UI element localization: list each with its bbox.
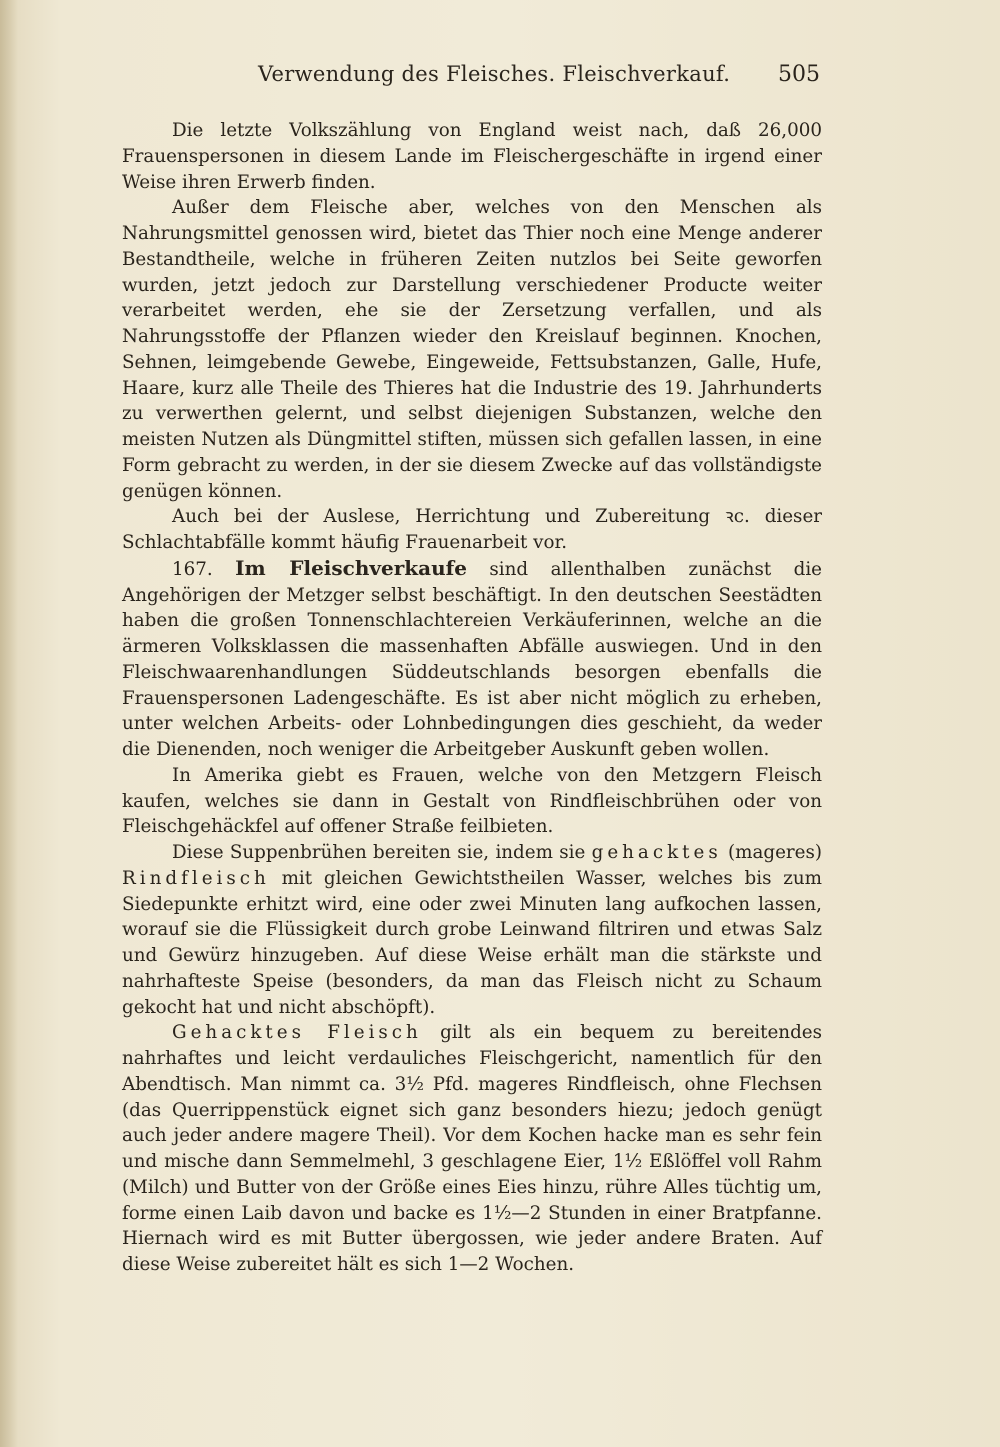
spaced-word-gehacktes: gehacktes bbox=[591, 842, 722, 863]
soup-text-a: Diese Suppenbrühen bereiten sie, indem sie bbox=[172, 842, 586, 863]
section-text: sind allenthalben zunächst die Angehörigen der Metzger selbst beschäftigt. In den deutschen Seestädten haben die großen Tonnenschlachtereien Verkäuferinnen, welche an die ärmeren Volksklassen die massenhaften Abfälle auswiegen. Und in den Fleischwaarenhandlungen Süddeutschlands besorgen ebenfalls die Frauenspersonen Ladengeschäfte. Es ist aber nicht möglich zu erheben, unter welchen Arbeits- oder Lohnbedingungen dies geschieht, da weder die Dienenden, noch weniger die Arbeitgeber Auskunft geben wollen. bbox=[122, 558, 823, 760]
paragraph-census: Die letzte Volkszählung von England weist nach, daß 26,000 Frauenspersonen in diesem Lande im Fleischergeschäfte in irgend einer Weise ihren Erwerb finden. bbox=[122, 120, 822, 193]
running-header bbox=[120, 62, 820, 98]
paragraph-soup bbox=[122, 840, 822, 1020]
soup-text-c: mit gleichen Gewichtstheilen Wasser, welches bis zum Siedepunkte erhitzt wird, eine oder zwei Minuten lang aufkochen lassen, worauf sie die Flüssigkeit durch grobe Leinwand filtriren und etwas Salz und Gewürz hinzugeben. Auf diese Weise erhält man die stärkste und nahrhafteste Speise (besonders, da man das Fleisch nicht zu Schaum gekocht hat und nicht abschöpft). bbox=[122, 867, 822, 1018]
section-heading: Im Fleischverkaufe bbox=[235, 555, 467, 580]
paragraph-byproducts: Außer dem Fleische aber, welches von den Menschen als Nahrungsmittel genossen wird, bietet das Thier noch eine Menge anderer Bestandtheile, welche in früheren Zeiten nutzlos bei Seite geworfen wurden, jetzt jedoch zur Darstellung verschiedener Producte weiter verarbeitet werden, ehe sie der Zersetzung verfallen, und als Nahrungsstoffe der Pflanzen wieder den Kreislauf beginnen. Knochen, Sehnen, leimgebende Gewebe, Eingeweide, Fettsubstanzen, Galle, Hufe, Haare, kurz alle Theile des Thieres hat die Industrie des 19. Jahrhunderts zu verwerthen gelernt, und selbst diejenigen Substanzen, welche den meisten Nutzen als Düngmittel stiften, müssen sich gefallen lassen, in eine Form gebracht zu werden, in der sie diesem Zwecke auf das vollständigste genügen können. bbox=[122, 197, 822, 502]
binding-shadow bbox=[0, 0, 18, 1447]
soup-text-b: (mageres) bbox=[728, 842, 823, 863]
section-number: 167. bbox=[172, 558, 213, 580]
paragraph-recipe bbox=[122, 1020, 822, 1278]
recipe-text: gilt als ein bequem zu bereitendes nahrhaftes und leicht verdauliches Fleischgericht, namentlich für den Abendtisch. Man nimmt ca. 3½ Pfd. mageres Rindfleisch, ohne Flechsen (das Querrippenstück eignet sich ganz besonders hiezu; jedoch genügt auch jeder andere magere Theil). Vor dem Kochen hacke man es sehr fein und mische dann Semmelmehl, 3 geschlagene Eier, 1½ Eßlöffel voll Rahm (Milch) und Butter von der Größe eines Eies hinzu, rühre Alles tüchtig um, forme einen Laib davon und backe es 1½—2 Stunden in einer Bratpfanne. Hiernach wird es mit Butter übergossen, wie jeder andere Braten. Auf diese Weise zubereitet hält es sich 1—2 Wochen. bbox=[122, 1022, 822, 1275]
paragraph-america: In Amerika giebt es Frauen, welche von den Metzgern Fleisch kaufen, welches sie dann in Gestalt von Rindfleischbrühen oder von Fleischgehäckfel auf offener Straße feilbieten. bbox=[122, 764, 822, 838]
page-number: 505 bbox=[778, 62, 820, 87]
body-text bbox=[122, 118, 822, 1278]
spaced-word-rindfleisch: Rindfleisch bbox=[122, 867, 270, 889]
running-title: Verwendung des Fleisches. Fleischverkauf. bbox=[258, 62, 731, 86]
spaced-recipe-title: Gehacktes Fleisch bbox=[172, 1022, 422, 1044]
section-167 bbox=[122, 556, 822, 763]
paragraph-slaughter-waste: Auch bei der Auslese, Herrichtung und Zubereitung ꝛc. dieser Schlachtabfälle kommt häufig Frauenarbeit vor. bbox=[122, 506, 822, 553]
